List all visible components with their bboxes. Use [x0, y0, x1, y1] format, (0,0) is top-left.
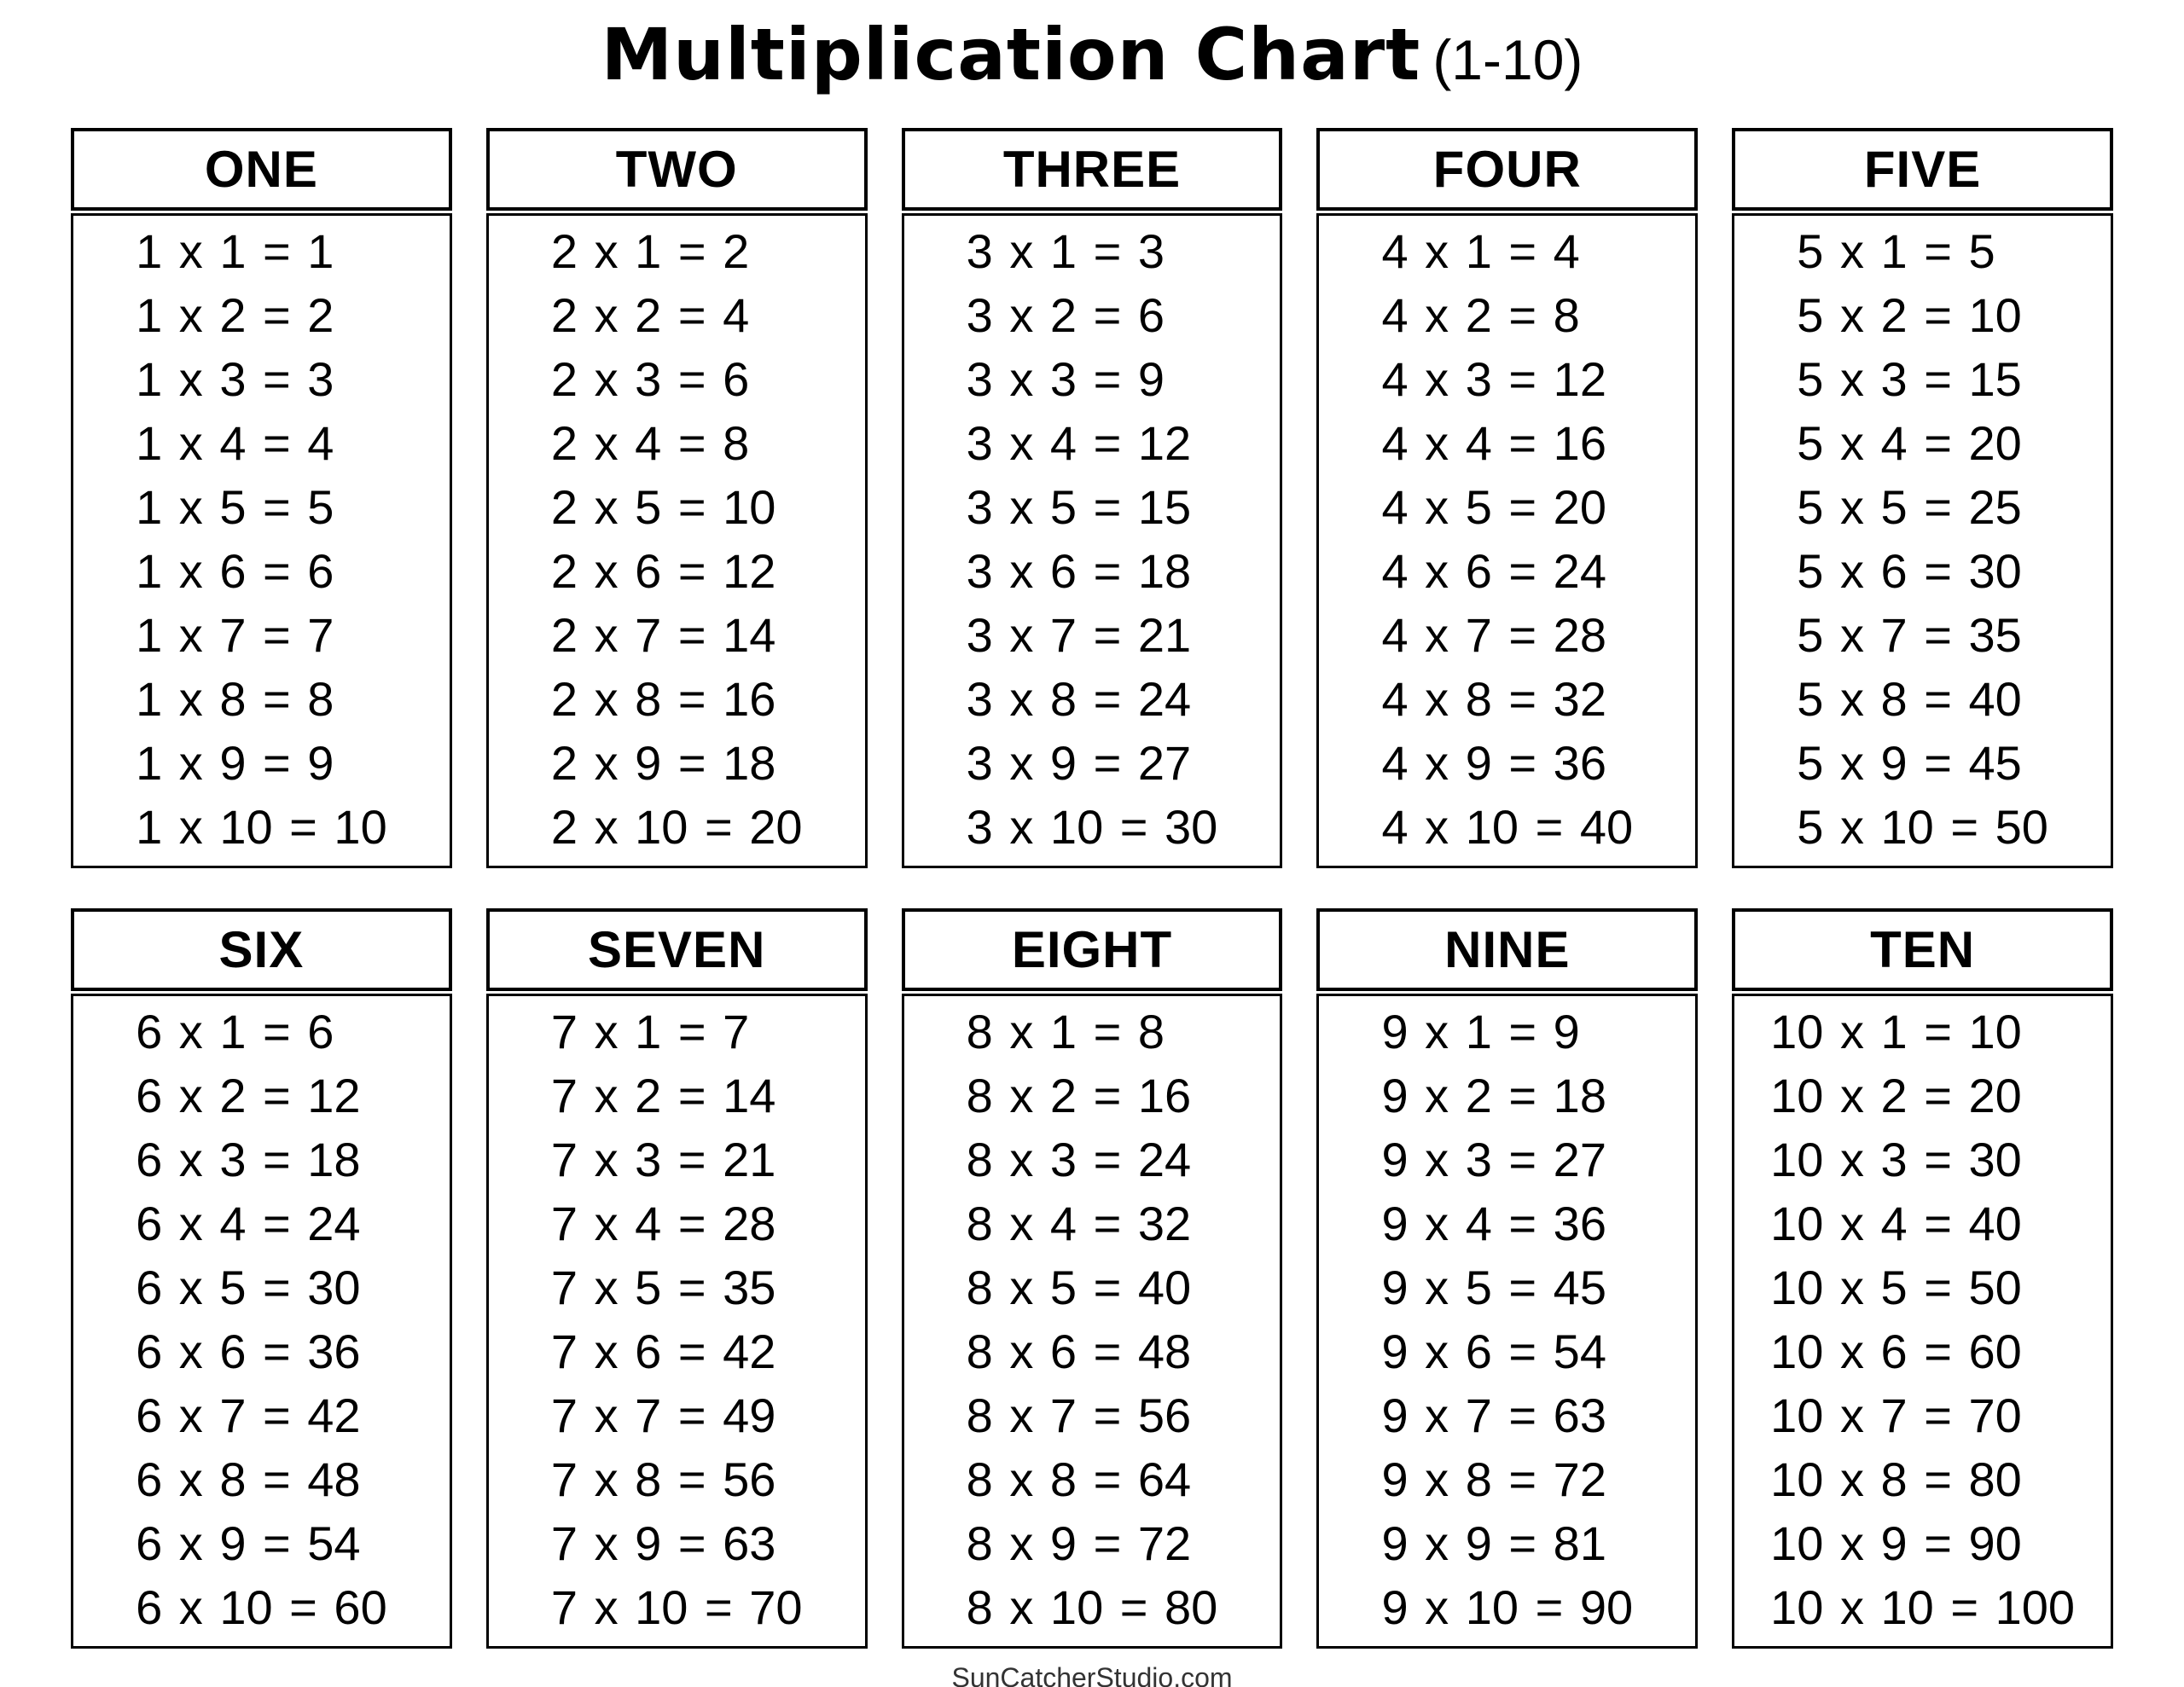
times-table-body — [902, 213, 1283, 868]
page-title-main: Multiplication Chart — [601, 13, 1421, 96]
equation-row: 1 x 5 = 5 — [136, 480, 334, 534]
times-table-header — [1732, 908, 2113, 991]
times-table-title: ONE — [204, 141, 318, 198]
times-table-title: FOUR — [1432, 141, 1582, 198]
equation-row: 9 x 4 = 36 — [1381, 1197, 1606, 1250]
footer-credit: SunCatcherStudio.com — [951, 1662, 1233, 1687]
equation-row: 1 x 7 = 7 — [136, 608, 334, 662]
times-table-body — [486, 213, 868, 868]
times-table-title: TWO — [615, 141, 738, 198]
equation-row: 2 x 6 = 12 — [550, 544, 776, 598]
equation-row: 10 x 9 = 90 — [1770, 1516, 2022, 1570]
equation-row: 4 x 2 = 8 — [1381, 288, 1580, 342]
equation-row: 6 x 4 = 24 — [136, 1197, 361, 1250]
times-table-ten — [1732, 908, 2113, 1649]
equation-row: 4 x 7 = 28 — [1381, 608, 1606, 662]
equation-row: 5 x 10 = 50 — [1797, 800, 2048, 854]
equation-row: 4 x 10 = 40 — [1381, 800, 1634, 854]
equation-row: 2 x 7 = 14 — [550, 608, 776, 662]
equation-row: 4 x 5 = 20 — [1381, 480, 1606, 534]
equation-row: 5 x 4 = 20 — [1797, 416, 2022, 470]
equation-row: 6 x 8 = 48 — [136, 1452, 361, 1506]
times-table-title: EIGHT — [1011, 921, 1173, 978]
equation-row: 5 x 1 = 5 — [1797, 224, 1995, 278]
equation-row: 1 x 10 = 10 — [136, 800, 387, 854]
times-table-title: NINE — [1444, 921, 1571, 978]
equation-row: 8 x 10 = 80 — [966, 1580, 1218, 1634]
times-table-header — [1732, 128, 2113, 211]
equation-row: 8 x 3 = 24 — [966, 1133, 1192, 1186]
times-table-title: TEN — [1870, 921, 1976, 978]
equation-row: 10 x 1 = 10 — [1770, 1005, 2022, 1058]
equation-row: 7 x 7 = 49 — [550, 1388, 776, 1442]
equation-row: 9 x 5 = 45 — [1381, 1261, 1606, 1314]
equation-row: 5 x 6 = 30 — [1797, 544, 2022, 598]
equation-list — [1770, 1000, 2075, 1639]
equation-row: 5 x 3 = 15 — [1797, 352, 2022, 406]
times-table-title: SIX — [218, 921, 305, 978]
times-table-body — [1316, 994, 1698, 1649]
equation-row: 5 x 2 = 10 — [1797, 288, 2022, 342]
equation-list — [136, 219, 387, 859]
equation-row: 2 x 8 = 16 — [550, 672, 776, 726]
equation-row: 3 x 3 = 9 — [966, 352, 1165, 406]
equation-row: 9 x 6 = 54 — [1381, 1325, 1606, 1378]
equation-row: 4 x 9 = 36 — [1381, 736, 1606, 790]
times-table-title: THREE — [1002, 141, 1182, 198]
equation-row: 7 x 1 = 7 — [550, 1005, 750, 1058]
equation-row: 3 x 4 = 12 — [966, 416, 1192, 470]
equation-row: 9 x 10 = 90 — [1381, 1580, 1634, 1634]
equation-row: 10 x 6 = 60 — [1770, 1325, 2022, 1378]
equation-row: 6 x 1 = 6 — [136, 1005, 334, 1058]
equation-row: 8 x 8 = 64 — [966, 1452, 1192, 1506]
equation-row: 3 x 7 = 21 — [966, 608, 1192, 662]
times-table-body — [71, 213, 452, 868]
equation-row: 8 x 5 = 40 — [966, 1261, 1192, 1314]
equation-row: 10 x 2 = 20 — [1770, 1069, 2022, 1122]
equation-row: 7 x 4 = 28 — [550, 1197, 776, 1250]
equation-row: 2 x 5 = 10 — [550, 480, 776, 534]
equation-row: 10 x 3 = 30 — [1770, 1133, 2022, 1186]
tables-grid — [71, 128, 2113, 1649]
times-table-one — [71, 128, 452, 868]
equation-row: 3 x 2 = 6 — [966, 288, 1165, 342]
times-table-seven — [486, 908, 868, 1649]
times-table-eight — [902, 908, 1283, 1649]
equation-row: 5 x 8 = 40 — [1797, 672, 2022, 726]
times-table-body — [486, 994, 868, 1649]
equation-row: 3 x 6 = 18 — [966, 544, 1192, 598]
equation-list — [551, 219, 803, 859]
equation-row: 3 x 10 = 30 — [966, 800, 1218, 854]
equation-row: 8 x 2 = 16 — [966, 1069, 1192, 1122]
equation-row: 6 x 7 = 42 — [136, 1388, 361, 1442]
equation-row: 1 x 3 = 3 — [136, 352, 334, 406]
equation-row: 7 x 9 = 63 — [550, 1516, 776, 1570]
times-table-three — [902, 128, 1283, 868]
equation-row: 2 x 9 = 18 — [550, 736, 776, 790]
equation-row: 7 x 6 = 42 — [550, 1325, 776, 1378]
equation-row: 6 x 5 = 30 — [136, 1261, 361, 1314]
times-table-header — [71, 908, 452, 991]
equation-row: 8 x 7 = 56 — [966, 1388, 1192, 1442]
equation-row: 6 x 2 = 12 — [136, 1069, 361, 1122]
times-table-body — [1316, 213, 1698, 868]
equation-row: 2 x 3 = 6 — [550, 352, 750, 406]
times-table-header — [486, 128, 868, 211]
equation-list — [136, 1000, 387, 1639]
equation-row: 1 x 1 = 1 — [136, 224, 334, 278]
times-table-five — [1732, 128, 2113, 868]
equation-list — [1381, 219, 1633, 859]
equation-row: 4 x 6 = 24 — [1381, 544, 1606, 598]
equation-row: 7 x 8 = 56 — [550, 1452, 776, 1506]
equation-row: 4 x 3 = 12 — [1381, 352, 1606, 406]
equation-list — [967, 1000, 1218, 1639]
equation-row: 3 x 5 = 15 — [966, 480, 1192, 534]
equation-row: 1 x 9 = 9 — [136, 736, 334, 790]
equation-row: 7 x 3 = 21 — [550, 1133, 776, 1186]
times-table-header — [902, 908, 1283, 991]
equation-row: 4 x 1 = 4 — [1381, 224, 1580, 278]
page-title — [0, 0, 2184, 99]
equation-row: 1 x 4 = 4 — [136, 416, 334, 470]
times-table-header — [902, 128, 1283, 211]
equation-row: 9 x 7 = 63 — [1381, 1388, 1606, 1442]
equation-row: 4 x 8 = 32 — [1381, 672, 1606, 726]
times-table-header — [1316, 128, 1698, 211]
equation-row: 5 x 5 = 25 — [1797, 480, 2022, 534]
equation-row: 9 x 3 = 27 — [1381, 1133, 1606, 1186]
equation-row: 1 x 8 = 8 — [136, 672, 334, 726]
equation-row: 8 x 4 = 32 — [966, 1197, 1192, 1250]
equation-row: 8 x 6 = 48 — [966, 1325, 1192, 1378]
times-table-body — [71, 994, 452, 1649]
equation-row: 9 x 9 = 81 — [1381, 1516, 1606, 1570]
times-table-body — [1732, 213, 2113, 868]
equation-list — [1381, 1000, 1633, 1639]
equation-row: 10 x 10 = 100 — [1770, 1580, 2076, 1634]
times-table-header — [486, 908, 868, 991]
equation-row: 10 x 8 = 80 — [1770, 1452, 2022, 1506]
equation-row: 3 x 1 = 3 — [966, 224, 1165, 278]
equation-row: 10 x 5 = 50 — [1770, 1261, 2022, 1314]
equation-row: 1 x 6 = 6 — [136, 544, 334, 598]
equation-row: 9 x 1 = 9 — [1381, 1005, 1580, 1058]
equation-row: 1 x 2 = 2 — [136, 288, 334, 342]
times-table-title: FIVE — [1863, 141, 1982, 198]
times-table-header — [1316, 908, 1698, 991]
times-table-two — [486, 128, 868, 868]
equation-row: 6 x 6 = 36 — [136, 1325, 361, 1378]
times-table-nine — [1316, 908, 1698, 1649]
times-table-body — [902, 994, 1283, 1649]
equation-row: 10 x 4 = 40 — [1770, 1197, 2022, 1250]
equation-list — [1797, 219, 2048, 859]
page-title-range: (1-10) — [1432, 28, 1583, 91]
equation-row: 7 x 2 = 14 — [550, 1069, 776, 1122]
equation-row: 9 x 8 = 72 — [1381, 1452, 1606, 1506]
equation-row: 6 x 3 = 18 — [136, 1133, 361, 1186]
equation-row: 2 x 10 = 20 — [550, 800, 803, 854]
equation-list — [551, 1000, 803, 1639]
equation-row: 2 x 2 = 4 — [550, 288, 750, 342]
times-table-six — [71, 908, 452, 1649]
equation-row: 8 x 9 = 72 — [966, 1516, 1192, 1570]
equation-row: 2 x 1 = 2 — [550, 224, 750, 278]
equation-row: 8 x 1 = 8 — [966, 1005, 1165, 1058]
equation-row: 10 x 7 = 70 — [1770, 1388, 2022, 1442]
equation-row: 3 x 8 = 24 — [966, 672, 1192, 726]
equation-row: 3 x 9 = 27 — [966, 736, 1192, 790]
times-table-body — [1732, 994, 2113, 1649]
equation-row: 9 x 2 = 18 — [1381, 1069, 1606, 1122]
times-table-four — [1316, 128, 1698, 868]
equation-row: 5 x 7 = 35 — [1797, 608, 2022, 662]
equation-list — [967, 219, 1218, 859]
equation-row: 6 x 9 = 54 — [136, 1516, 361, 1570]
times-table-title: SEVEN — [587, 921, 766, 978]
equation-row: 6 x 10 = 60 — [136, 1580, 387, 1634]
equation-row: 4 x 4 = 16 — [1381, 416, 1606, 470]
equation-row: 7 x 5 = 35 — [550, 1261, 776, 1314]
times-table-header — [71, 128, 452, 211]
equation-row: 7 x 10 = 70 — [550, 1580, 803, 1634]
equation-row: 2 x 4 = 8 — [550, 416, 750, 470]
equation-row: 5 x 9 = 45 — [1797, 736, 2022, 790]
